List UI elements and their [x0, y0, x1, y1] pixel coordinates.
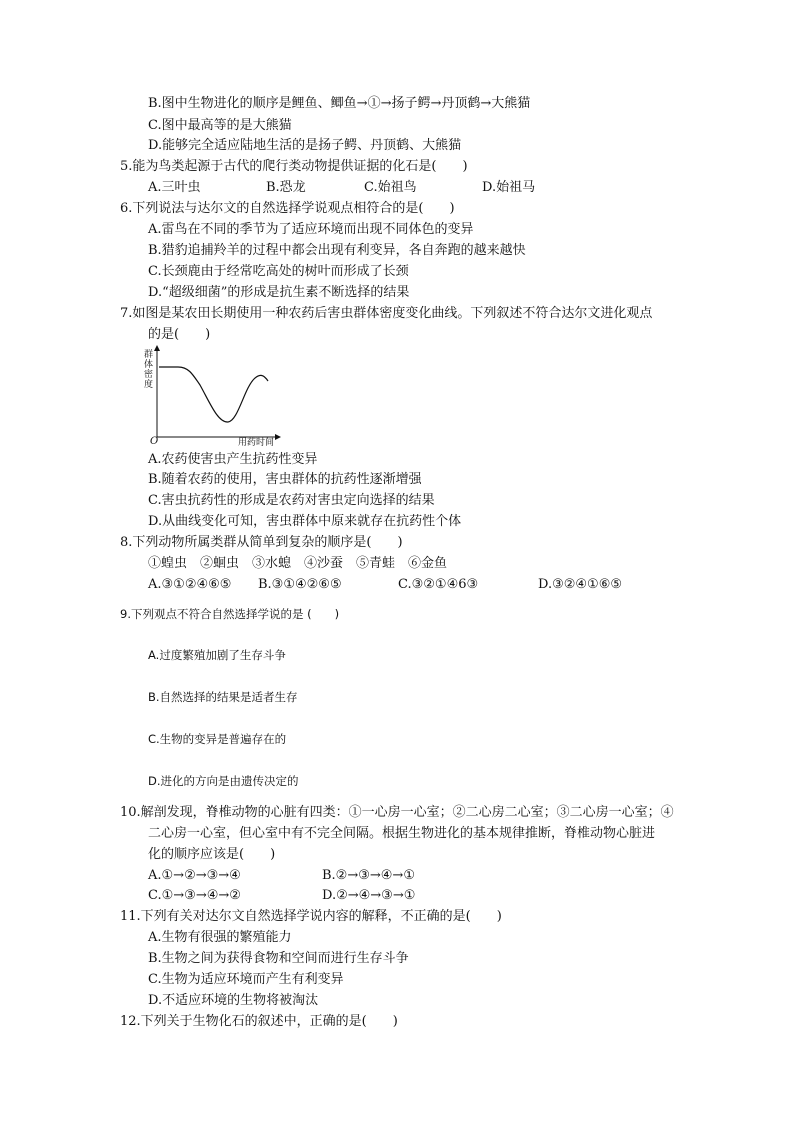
q9-option-a: A.过度繁殖加剧了生存斗争 — [148, 648, 286, 662]
q8-option-a: A.③①②④⑥⑤ — [148, 577, 232, 592]
density-curve — [159, 367, 268, 422]
q6-option-c: C.长颈鹿由于经常吃高处的树叶而形成了长颈 — [148, 264, 409, 279]
q8-option-c: C.③②①④6③ — [398, 577, 479, 592]
q4-option-c: C.图中最高等的是大熊猫 — [148, 118, 292, 133]
x-axis-arrow — [275, 434, 281, 440]
q11-option-d: D.不适应环境的生物将被淘汰 — [148, 993, 319, 1008]
q8-option-d: D.③②④①⑥⑤ — [538, 577, 623, 592]
q7-stem-line1: 7.如图是某农田长期使用一种农药后害虫群体密度变化曲线。下列叙述不符合达尔文进化观点 — [120, 306, 653, 321]
q11-option-c: C.生物为适应环境而产生有利变异 — [148, 972, 344, 987]
q10-stem-line3: 化的顺序应该是( ) — [148, 847, 276, 862]
q10-option-d: D.②→④→③→① — [322, 888, 416, 903]
q9-option-c: C.生物的变异是普遍存在的 — [148, 732, 287, 746]
y-axis-label-2: 体 — [144, 360, 154, 370]
q7-option-c: C.害虫抗药性的形成是农药对害虫定向选择的结果 — [148, 493, 435, 508]
q7-option-b: B.随着农药的使用，害虫群体的抗药性逐渐增强 — [148, 472, 422, 487]
q5-option-b: B.恐龙 — [266, 180, 306, 195]
q10-options-row2 — [0, 886, 794, 906]
q9-option-b: B.自然选择的结果是适者生存 — [148, 690, 298, 704]
q10-options-row1 — [0, 866, 794, 886]
q5-options — [0, 178, 794, 198]
q11-option-b: B.生物之间为获得食物和空间而进行生存斗争 — [148, 951, 409, 966]
q4-option-d: D.能够完全适应陆地生活的是扬子鳄、丹顶鹤、大熊猫 — [148, 138, 462, 153]
q7-option-d: D.从曲线变化可知，害虫群体中原来就存在抗药性个体 — [148, 514, 462, 529]
q8-stem: 8.下列动物所属类群从简单到复杂的顺序是( ) — [120, 535, 403, 550]
q7-stem-line2: 的是( ) — [148, 327, 211, 342]
q6-option-a: A.雷鸟在不同的季节为了适应环境而出现不同体色的变异 — [148, 222, 474, 237]
q11-stem: 11.下列有关对达尔文自然选择学说内容的解释，不正确的是( ) — [120, 909, 502, 924]
y-axis-arrow — [154, 345, 160, 351]
q10-stem-line1: 10.解剖发现，脊椎动物的心脏有四类：①一心房一心室；②二心房二心室；③二心房一心室；④ — [120, 805, 674, 820]
q4-option-b: B.图中生物进化的顺序是鲤鱼、鲫鱼→①→扬子鳄→丹顶鹤→大熊猫 — [148, 96, 531, 111]
q5-option-c: C.始祖鸟 — [364, 180, 417, 195]
q6-stem: 6.下列说法与达尔文的自然选择学说观点相符合的是( ) — [120, 201, 455, 216]
q8-options — [0, 575, 794, 595]
y-axis-label-1: 群 — [144, 350, 154, 360]
q7-option-a: A.农药使害虫产生抗药性变异 — [148, 452, 318, 467]
q5-option-a: A.三叶虫 — [148, 180, 201, 195]
origin-label: O — [150, 436, 159, 447]
q8-option-b: B.③①④②⑥⑤ — [258, 577, 342, 592]
q9-option-d: D.进化的方向是由遗传决定的 — [148, 774, 299, 788]
q10-stem-line2: 二心房一心室，但心室中有不完全间隔。根据生物进化的基本规律推断，脊椎动物心脏进 — [148, 826, 656, 841]
q8-items: ①蝗虫 ②蛔虫 ③水螅 ④沙蚕 ⑤青蛙 ⑥金鱼 — [148, 556, 448, 571]
q5-stem: 5.能为鸟类起源于古代的爬行类动物提供证据的化石是( ) — [120, 159, 468, 174]
q5-option-d: D.始祖马 — [482, 180, 536, 195]
y-axis-label-3: 密 — [144, 370, 154, 380]
y-axis-label-4: 度 — [144, 380, 154, 390]
q6-option-d: D.“超级细菌”的形成是抗生素不断选择的结果 — [148, 285, 410, 300]
q12-stem: 12.下列关于生物化石的叙述中，正确的是( ) — [120, 1014, 398, 1029]
q10-option-a: A.①→②→③→④ — [148, 868, 241, 883]
q10-option-c: C.①→③→④→② — [148, 888, 241, 903]
q7-density-chart — [140, 345, 290, 450]
q9-stem: 9.下列观点不符合自然选择学说的是 ( ) — [120, 607, 340, 621]
q10-option-b: B.②→③→④→① — [322, 868, 415, 883]
q6-option-b: B.猎豹追捕羚羊的过程中都会出现有利变异，各自奔跑的越来越快 — [148, 243, 526, 258]
x-axis-label: 用药时间 — [238, 438, 275, 448]
q11-option-a: A.生物有很强的繁殖能力 — [148, 930, 292, 945]
